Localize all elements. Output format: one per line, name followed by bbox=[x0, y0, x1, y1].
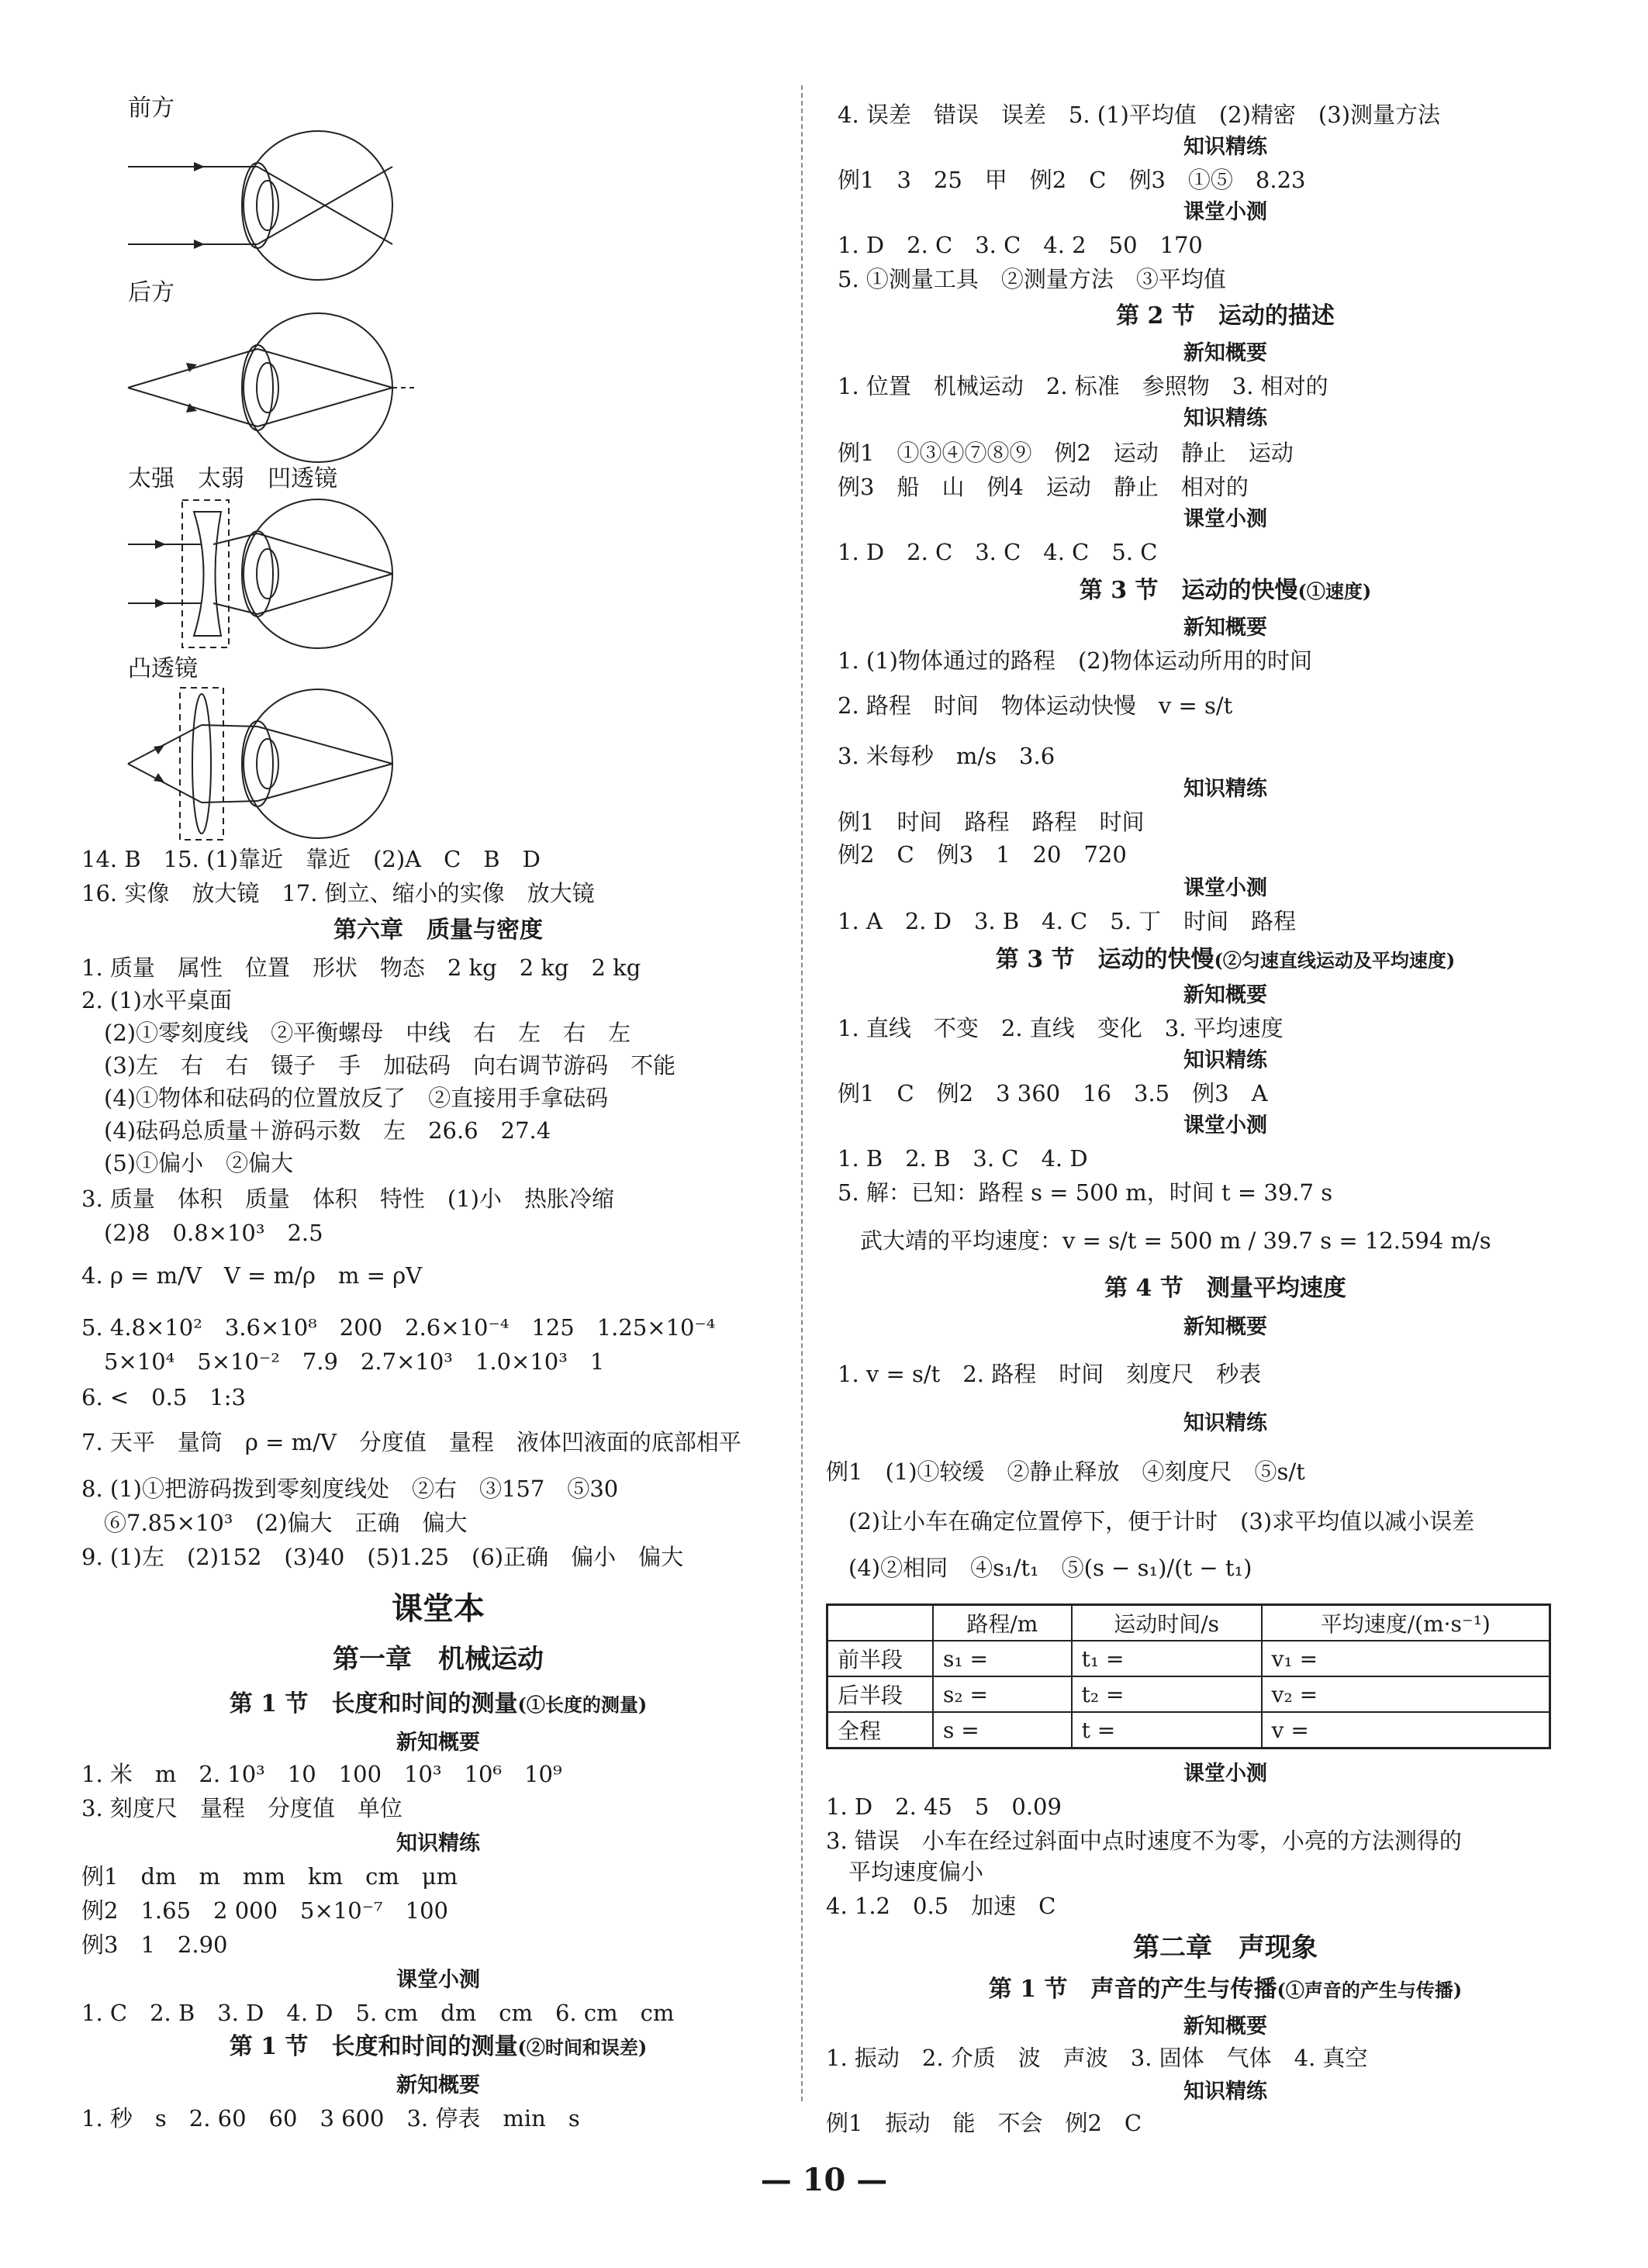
measurement-table bbox=[826, 1603, 1551, 1749]
answer-line: 2. (1)水平桌面 bbox=[81, 987, 232, 1013]
subsection-heading: 新知概要 bbox=[1183, 341, 1267, 365]
answer-line: 1. D 2. C 3. C 4. C 5. C bbox=[838, 539, 1158, 565]
label-concave-row: 太强 太弱 凹透镜 bbox=[128, 465, 337, 492]
answer-line: 1. 振动 2. 介质 波 声波 3. 固体 气体 4. 真空 bbox=[826, 2045, 1368, 2071]
answer-line: 例3 1 2.90 bbox=[81, 1931, 228, 1958]
answer-line: 1. (1)物体通过的路程 (2)物体运动所用的时间 bbox=[838, 647, 1313, 674]
answer-line: 例1 (1)①较缓 ②静止释放 ④刻度尺 ⑤s/t bbox=[826, 1458, 1305, 1485]
eye-diagram-front bbox=[124, 128, 419, 283]
answer-line: 例2 1.65 2 000 5×10⁻⁷ 100 bbox=[81, 1897, 448, 1924]
subsection-heading: 知识精练 bbox=[1183, 406, 1267, 430]
table-cell: 路程/m bbox=[933, 1605, 1072, 1641]
subsection-heading: 知识精练 bbox=[1183, 777, 1267, 801]
table-cell: s₁ = bbox=[933, 1641, 1072, 1676]
table-cell: s₂ = bbox=[933, 1676, 1072, 1712]
table-cell: t₂ = bbox=[1072, 1676, 1262, 1712]
table-cell: 前半段 bbox=[827, 1641, 934, 1676]
subsection-heading: 知识精练 bbox=[1183, 1411, 1267, 1435]
answer-line: (5)①偏小 ②偏大 bbox=[81, 1150, 294, 1176]
subsection-heading: 新知概要 bbox=[1183, 983, 1267, 1007]
answer-line: 3. 刻度尺 量程 分度值 单位 bbox=[81, 1795, 402, 1821]
table-cell bbox=[827, 1605, 934, 1641]
answer-line: 1. B 2. B 3. C 4. D bbox=[838, 1145, 1088, 1172]
eye-diagram-back bbox=[124, 310, 419, 465]
answer-line: (4)①物体和砝码的位置放反了 ②直接用手拿砝码 bbox=[81, 1085, 609, 1111]
page-number: — 10 — bbox=[760, 2162, 888, 2198]
answer-line: 4. ρ = m/V V = m/ρ m = ρV bbox=[81, 1262, 423, 1289]
table-cell: t = bbox=[1072, 1712, 1262, 1748]
chapter-heading: 第一章 机械运动 bbox=[333, 1644, 544, 1675]
answer-line: (4)砝码总质量＋游码示数 左 26.6 27.4 bbox=[81, 1117, 551, 1144]
table-header-row bbox=[827, 1605, 1550, 1641]
answer-line: (4)②相同 ④s₁/t₁ ⑤(s − s₁)/(t − t₁) bbox=[826, 1555, 1252, 1581]
answer-line: 1. 位置 机械运动 2. 标准 参照物 3. 相对的 bbox=[838, 373, 1328, 399]
answer-line: 3. 质量 体积 质量 体积 特性 (1)小 热胀冷缩 bbox=[81, 1186, 614, 1212]
answer-line: 1. C 2. B 3. D 4. D 5. cm dm cm 6. cm cm bbox=[81, 2000, 675, 2026]
answer-line: 平均速度偏小 bbox=[826, 1859, 984, 1885]
subsection-heading: 知识精练 bbox=[1183, 135, 1267, 159]
subsection-heading: 新知概要 bbox=[1183, 616, 1267, 640]
eye-diagram-convex bbox=[124, 686, 419, 841]
table-cell: 平均速度/(m·s⁻¹) bbox=[1262, 1605, 1550, 1641]
table-row bbox=[827, 1712, 1550, 1748]
answer-line: (2)8 0.8×10³ 2.5 bbox=[81, 1220, 323, 1246]
answer-line: 例1 C 例2 3 360 16 3.5 例3 A bbox=[838, 1080, 1268, 1106]
table-cell: s = bbox=[933, 1712, 1072, 1748]
answer-line: (2)①零刻度线 ②平衡螺母 中线 右 左 右 左 bbox=[81, 1020, 631, 1046]
answer-line: 例2 C 例3 1 20 720 bbox=[838, 841, 1127, 868]
table-cell: v₂ = bbox=[1262, 1676, 1550, 1712]
answer-line: 14. B 15. (1)靠近 靠近 (2)A C B D bbox=[81, 846, 541, 872]
chapter-heading: 第六章 质量与密度 bbox=[333, 917, 543, 944]
answer-line: 例1 3 25 甲 例2 C 例3 ①⑤ 8.23 bbox=[838, 167, 1306, 193]
section-heading: 第 1 节 声音的产生与传播(①声音的产生与传播) bbox=[988, 1976, 1463, 2003]
label-back: 后方 bbox=[128, 279, 174, 306]
answer-line: 6. < 0.5 1:3 bbox=[81, 1384, 246, 1410]
answer-line: 例3 船 山 例4 运动 静止 相对的 bbox=[838, 474, 1249, 500]
answer-line: 5×10⁴ 5×10⁻² 7.9 2.7×10³ 1.0×10³ 1 bbox=[81, 1348, 605, 1375]
section-heading: 第 1 节 长度和时间的测量(①长度的测量) bbox=[229, 1690, 648, 1717]
table-row bbox=[827, 1676, 1550, 1712]
subsection-heading: 课堂小测 bbox=[1183, 1113, 1267, 1137]
label-front: 前方 bbox=[128, 95, 174, 122]
answer-line: 7. 天平 量筒 ρ = m/V 分度值 量程 液体凹液面的底部相平 bbox=[81, 1429, 741, 1455]
chapter-heading: 第二章 声现象 bbox=[1133, 1932, 1318, 1963]
answer-line: ⑥7.85×10³ (2)偏大 正确 偏大 bbox=[81, 1510, 468, 1536]
section-heading: 第 3 节 运动的快慢(①速度) bbox=[1079, 577, 1372, 604]
answer-line: 1. 米 m 2. 10³ 10 100 10³ 10⁶ 10⁹ bbox=[81, 1761, 562, 1787]
subsection-heading: 课堂小测 bbox=[1183, 876, 1267, 900]
label-convex: 凸透镜 bbox=[128, 655, 198, 682]
answer-line: 2. 路程 时间 物体运动快慢 v = s/t bbox=[838, 692, 1233, 719]
answer-line: 4. 1.2 0.5 加速 C bbox=[826, 1893, 1056, 1919]
answer-line: 例1 振动 能 不会 例2 C bbox=[826, 2110, 1142, 2136]
answer-line: (3)左 右 右 镊子 手 加砝码 向右调节游码 不能 bbox=[81, 1052, 676, 1079]
eye-diagram-concave bbox=[124, 496, 419, 651]
answer-line: 例1 时间 路程 路程 时间 bbox=[838, 809, 1145, 835]
table-cell: 全程 bbox=[827, 1712, 934, 1748]
answer-line: 1. v = s/t 2. 路程 时间 刻度尺 秒表 bbox=[838, 1361, 1262, 1387]
table-row bbox=[827, 1641, 1550, 1676]
answer-line: 1. 质量 属性 位置 形状 物态 2 kg 2 kg 2 kg bbox=[81, 954, 641, 981]
subsection-heading: 课堂小测 bbox=[396, 1968, 480, 1992]
answer-line: 4. 误差 错误 误差 5. (1)平均值 (2)精密 (3)测量方法 bbox=[838, 102, 1441, 128]
answer-line: 8. (1)①把游码拨到零刻度线处 ②右 ③157 ⑤30 bbox=[81, 1476, 619, 1502]
subsection-heading: 知识精练 bbox=[1183, 1048, 1267, 1072]
answer-line: 1. D 2. 45 5 0.09 bbox=[826, 1793, 1062, 1820]
answer-line: 1. D 2. C 3. C 4. 2 50 170 bbox=[838, 232, 1203, 258]
answer-line: 5. ①测量工具 ②测量方法 ③平均值 bbox=[838, 266, 1226, 292]
answer-line: 1. A 2. D 3. B 4. C 5. 丁 时间 路程 bbox=[838, 908, 1297, 934]
table-cell: 后半段 bbox=[827, 1676, 934, 1712]
table-cell: 运动时间/s bbox=[1072, 1605, 1262, 1641]
answer-line: 5. 解：已知：路程 s = 500 m，时间 t = 39.7 s bbox=[838, 1179, 1333, 1206]
subsection-heading: 知识精练 bbox=[396, 1831, 480, 1855]
column-divider bbox=[801, 85, 803, 2101]
answer-line: 1. 直线 不变 2. 直线 变化 3. 平均速度 bbox=[838, 1015, 1284, 1041]
table-cell: t₁ = bbox=[1072, 1641, 1262, 1676]
subsection-heading: 课堂小测 bbox=[1183, 507, 1267, 531]
subsection-heading: 课堂小测 bbox=[1183, 1762, 1267, 1786]
subsection-heading: 新知概要 bbox=[1183, 1315, 1267, 1339]
answer-line: 3. 米每秒 m/s 3.6 bbox=[838, 743, 1055, 769]
subsection-heading: 课堂小测 bbox=[1183, 200, 1267, 224]
table-cell: v = bbox=[1262, 1712, 1550, 1748]
answer-line: 3. 错误 小车在经过斜面中点时速度不为零，小亮的方法测得的 bbox=[826, 1828, 1462, 1854]
subsection-heading: 新知概要 bbox=[1183, 2014, 1267, 2038]
book-title: 课堂本 bbox=[392, 1590, 485, 1627]
section-heading: 第 3 节 运动的快慢(②匀速直线运动及平均速度) bbox=[995, 946, 1456, 973]
section-heading: 第 2 节 运动的描述 bbox=[1116, 302, 1335, 330]
answer-line: 9. (1)左 (2)152 (3)40 (5)1.25 (6)正确 偏小 偏大 bbox=[81, 1544, 684, 1570]
subsection-heading: 新知概要 bbox=[396, 1731, 480, 1755]
answer-line: 16. 实像 放大镜 17. 倒立、缩小的实像 放大镜 bbox=[81, 880, 595, 906]
section-heading: 第 4 节 测量平均速度 bbox=[1104, 1275, 1346, 1302]
section-heading: 第 1 节 长度和时间的测量(②时间和误差) bbox=[229, 2033, 648, 2060]
answer-line: 1. 秒 s 2. 60 60 3 600 3. 停表 min s bbox=[81, 2105, 580, 2132]
subsection-heading: 新知概要 bbox=[396, 2073, 480, 2097]
answer-line: (2)让小车在确定位置停下，便于计时 (3)求平均值以减小误差 bbox=[826, 1508, 1475, 1534]
table-cell: v₁ = bbox=[1262, 1641, 1550, 1676]
answer-line: 武大靖的平均速度：v = s/t = 500 m / 39.7 s = 12.594 m/s bbox=[838, 1227, 1491, 1254]
answer-line: 例1 dm m mm km cm μm bbox=[81, 1863, 458, 1890]
subsection-heading: 知识精练 bbox=[1183, 2080, 1267, 2104]
answer-line: 例1 ①③④⑦⑧⑨ 例2 运动 静止 运动 bbox=[838, 440, 1294, 466]
answer-line: 5. 4.8×10² 3.6×10⁸ 200 2.6×10⁻⁴ 125 1.25×10⁻⁴ bbox=[81, 1314, 716, 1341]
